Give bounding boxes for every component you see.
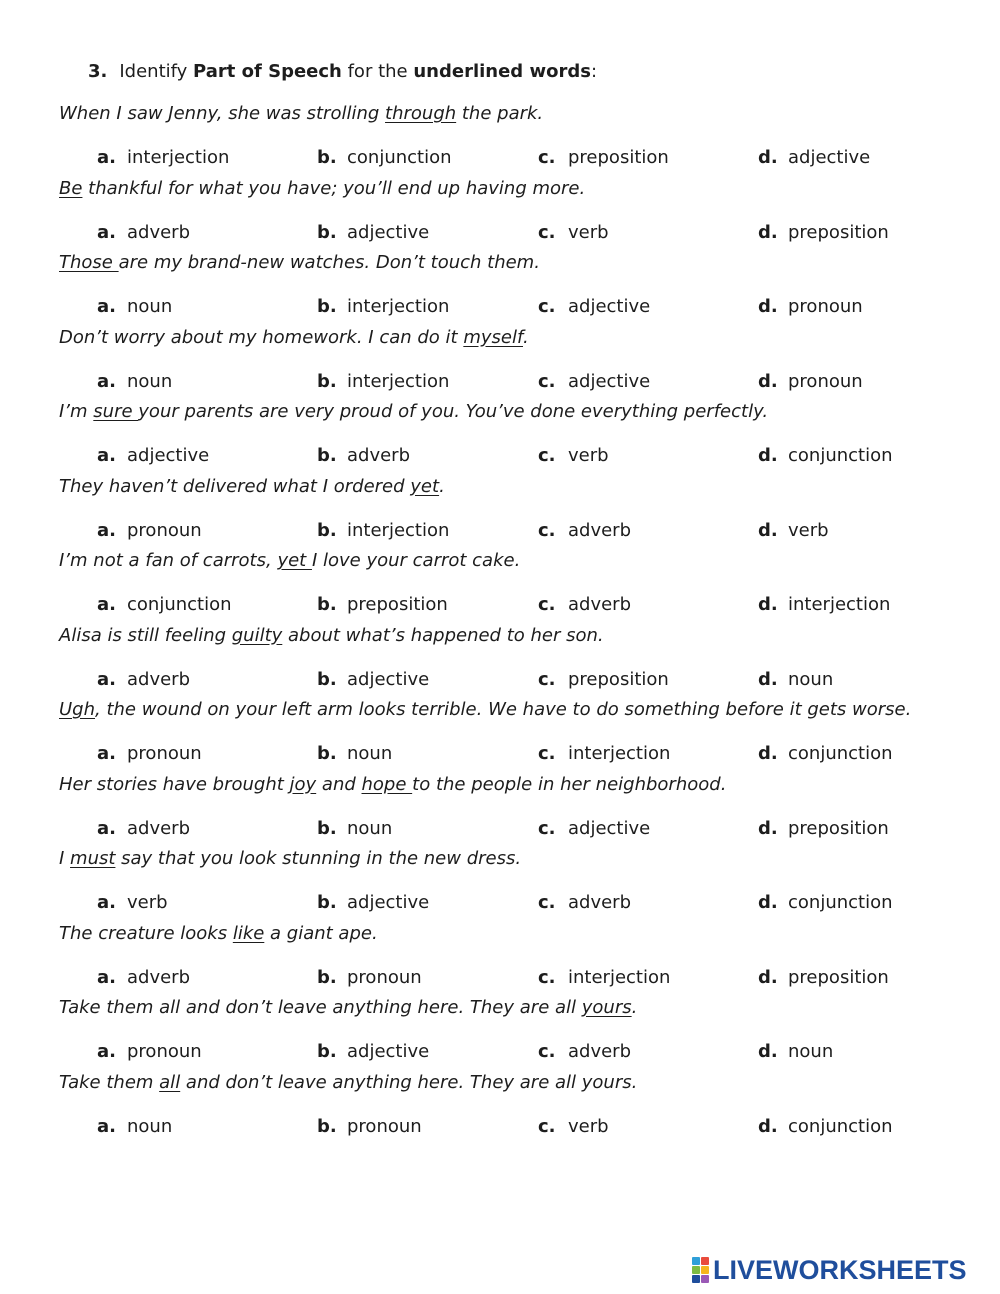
answer-options: [0, 591, 1000, 619]
option-letter: c.: [538, 743, 556, 764]
option-letter: a.: [97, 370, 116, 392]
answer-option-d[interactable]: [758, 1038, 833, 1066]
option-letter: a.: [97, 594, 116, 615]
answer-option-a[interactable]: [97, 1113, 172, 1141]
underlined-word: must: [70, 848, 116, 869]
option-text: conjunction: [127, 594, 232, 615]
option-letter: d.: [758, 221, 778, 243]
exercise-heading: [88, 60, 597, 84]
answer-option-a[interactable]: [97, 964, 190, 992]
option-text: adverb: [127, 817, 191, 839]
option-text: pronoun: [788, 296, 863, 317]
answer-options: [0, 442, 1000, 470]
underlined-word: Ugh: [59, 699, 96, 720]
option-letter: b.: [317, 519, 337, 541]
option-letter: c.: [538, 817, 556, 839]
liveworksheets-logo-icon: [692, 1257, 709, 1283]
option-text: adverb: [568, 594, 632, 615]
option-text: noun: [347, 817, 393, 839]
option-text: adverb: [347, 445, 411, 466]
question-item: [0, 547, 1000, 622]
option-text: noun: [347, 743, 393, 764]
sentence-text: .: [631, 997, 638, 1018]
sentence-text: .: [439, 475, 445, 497]
answer-option-c[interactable]: [538, 368, 650, 396]
option-letter: b.: [317, 892, 337, 913]
answer-option-c[interactable]: [538, 815, 650, 843]
question-item: [0, 324, 1000, 399]
option-text: adjective: [568, 296, 651, 317]
underlined-word: Be: [59, 177, 83, 199]
option-text: verb: [568, 445, 609, 466]
answer-option-a[interactable]: [97, 368, 172, 396]
answer-option-c[interactable]: [538, 219, 609, 247]
option-letter: d.: [758, 296, 778, 317]
underlined-word: Those: [59, 252, 119, 273]
answer-options: [0, 889, 1000, 917]
option-text: adverb: [127, 966, 191, 988]
answer-option-a[interactable]: [97, 144, 229, 172]
question-sentence: [59, 1069, 637, 1097]
option-letter: d.: [758, 668, 778, 690]
option-letter: a.: [97, 519, 116, 541]
sentence-text: a giant ape.: [264, 922, 378, 944]
option-text: preposition: [568, 668, 669, 690]
underlined-word: yet: [277, 550, 312, 571]
answer-option-d[interactable]: [758, 964, 889, 992]
answer-option-b[interactable]: [317, 517, 449, 545]
question-item: [0, 249, 1000, 324]
answer-options: [0, 517, 1000, 545]
heading-text-1: Identify: [119, 61, 194, 82]
sentence-text: the park.: [456, 103, 544, 124]
option-text: preposition: [347, 594, 448, 615]
sentence-text: Her stories have brought: [59, 773, 290, 795]
option-text: noun: [127, 1115, 173, 1137]
answer-options: [0, 293, 1000, 321]
answer-options: [0, 964, 1000, 992]
answer-options: [0, 1038, 1000, 1066]
answer-option-a[interactable]: [97, 1038, 202, 1066]
answer-option-b[interactable]: [317, 144, 452, 172]
question-item: [0, 473, 1000, 548]
underlined-word: yet: [410, 475, 440, 497]
option-letter: d.: [758, 892, 778, 913]
question-sentence: [59, 473, 445, 501]
option-text: conjunction: [347, 147, 452, 168]
answer-option-d[interactable]: [758, 219, 889, 247]
option-text: adjective: [347, 221, 430, 243]
option-letter: b.: [317, 147, 337, 168]
question-list: [0, 100, 1000, 1143]
question-sentence: [59, 771, 726, 799]
option-letter: c.: [538, 370, 556, 392]
question-item: [0, 994, 1000, 1069]
option-letter: b.: [317, 594, 337, 615]
underlined-word: yours: [581, 997, 632, 1018]
question-item: [0, 771, 1000, 846]
answer-option-c[interactable]: [538, 591, 631, 619]
option-letter: a.: [97, 445, 116, 466]
option-text: adjective: [347, 668, 430, 690]
option-text: adjective: [347, 1041, 430, 1062]
answer-option-d[interactable]: [758, 815, 889, 843]
option-text: conjunction: [788, 892, 893, 913]
answer-option-a[interactable]: [97, 889, 168, 917]
underlined-word: sure: [93, 401, 139, 422]
answer-option-d[interactable]: [758, 740, 893, 768]
option-letter: c.: [538, 594, 556, 615]
question-sentence: [59, 622, 604, 650]
question-sentence: [59, 920, 378, 948]
answer-option-c[interactable]: [538, 293, 650, 321]
answer-option-a[interactable]: [97, 442, 209, 470]
heading-bold-2: underlined words: [413, 61, 591, 82]
option-letter: b.: [317, 296, 337, 317]
option-text: adverb: [568, 1041, 632, 1062]
option-text: pronoun: [347, 1115, 422, 1137]
sentence-text: say that you look stunning in the new dress.: [115, 848, 522, 869]
option-text: interjection: [788, 594, 891, 615]
answer-option-c[interactable]: [538, 517, 631, 545]
option-letter: a.: [97, 966, 116, 988]
sentence-text: and: [316, 773, 362, 795]
option-text: pronoun: [347, 966, 422, 988]
answer-options: [0, 815, 1000, 843]
answer-option-d[interactable]: [758, 889, 893, 917]
sentence-text: , the wound on your left arm looks terrible. We have to do something before it gets worse.: [95, 699, 912, 720]
question-item: [0, 175, 1000, 250]
answer-option-b[interactable]: [317, 964, 422, 992]
option-letter: a.: [97, 817, 116, 839]
option-letter: c.: [538, 1041, 556, 1062]
answer-option-c[interactable]: [538, 1113, 609, 1141]
heading-text-2: for the: [341, 61, 414, 82]
sentence-text: are my brand-new watches. Don’t touch them.: [118, 252, 540, 273]
question-item: [0, 622, 1000, 697]
answer-option-b[interactable]: [317, 740, 392, 768]
sentence-text: They haven’t delivered what I ordered: [59, 475, 411, 497]
option-text: adverb: [127, 221, 191, 243]
question-sentence: [59, 845, 521, 873]
answer-option-d[interactable]: [758, 591, 890, 619]
option-letter: c.: [538, 147, 556, 168]
option-text: noun: [788, 1041, 834, 1062]
option-letter: c.: [538, 966, 556, 988]
option-text: pronoun: [127, 1041, 202, 1062]
sentence-text: Alisa is still feeling: [59, 624, 232, 646]
option-letter: a.: [97, 147, 116, 168]
option-letter: d.: [758, 445, 778, 466]
option-letter: b.: [317, 966, 337, 988]
sentence-text: When I saw Jenny, she was strolling: [59, 103, 386, 124]
option-text: noun: [788, 668, 834, 690]
option-letter: d.: [758, 743, 778, 764]
option-letter: a.: [97, 1115, 116, 1137]
question-item: [0, 920, 1000, 995]
option-text: verb: [568, 1115, 609, 1137]
underlined-word: guilty: [231, 624, 283, 646]
question-item: [0, 100, 1000, 175]
heading-bold-1: Part of Speech: [193, 61, 342, 82]
option-letter: b.: [317, 743, 337, 764]
answer-option-c[interactable]: [538, 740, 670, 768]
answer-options: [0, 368, 1000, 396]
sentence-text: I’m: [59, 401, 94, 422]
answer-option-a[interactable]: [97, 740, 202, 768]
answer-options: [0, 144, 1000, 172]
option-letter: b.: [317, 370, 337, 392]
sentence-text: to the people in her neighborhood.: [412, 773, 727, 795]
option-text: adverb: [127, 668, 191, 690]
question-sentence: [59, 994, 637, 1022]
answer-option-b[interactable]: [317, 889, 429, 917]
question-sentence: [59, 100, 543, 128]
option-text: verb: [568, 221, 609, 243]
option-letter: d.: [758, 966, 778, 988]
answer-option-d[interactable]: [758, 666, 833, 694]
answer-options: [0, 666, 1000, 694]
underlined-word: hope: [361, 773, 413, 795]
sentence-text: Don’t worry about my homework. I can do it: [59, 326, 464, 348]
option-text: pronoun: [788, 370, 863, 392]
sentence-text: thankful for what you have; you’ll end up having more.: [82, 177, 586, 199]
sentence-text: your parents are very proud of you. You’ve done everything perfectly.: [138, 401, 769, 422]
answer-option-c[interactable]: [538, 144, 669, 172]
option-text: noun: [127, 296, 173, 317]
answer-option-d[interactable]: [758, 1113, 893, 1141]
underlined-word: all: [159, 1071, 181, 1093]
sentence-text: and don’t leave anything here. They are all yours.: [180, 1071, 638, 1093]
option-letter: d.: [758, 519, 778, 541]
option-text: interjection: [347, 519, 450, 541]
option-text: adverb: [568, 519, 632, 541]
answer-option-b[interactable]: [317, 293, 449, 321]
option-text: adjective: [788, 147, 871, 168]
option-text: verb: [788, 519, 829, 541]
option-text: interjection: [127, 147, 230, 168]
option-letter: b.: [317, 1115, 337, 1137]
option-text: adjective: [568, 370, 651, 392]
option-letter: c.: [538, 668, 556, 690]
option-text: conjunction: [788, 1115, 893, 1137]
answer-option-b[interactable]: [317, 666, 429, 694]
option-letter: b.: [317, 1041, 337, 1062]
option-letter: d.: [758, 147, 778, 168]
answer-option-a[interactable]: [97, 293, 172, 321]
option-text: preposition: [788, 221, 889, 243]
answer-option-c[interactable]: [538, 442, 609, 470]
exercise-number: 3.: [88, 61, 108, 82]
option-text: preposition: [788, 966, 889, 988]
option-letter: a.: [97, 1041, 116, 1062]
option-letter: b.: [317, 817, 337, 839]
logo-wordmark: LIVEWORKSHEETS: [713, 1255, 967, 1285]
answer-option-c[interactable]: [538, 1038, 631, 1066]
sentence-text: I love your carrot cake.: [311, 550, 521, 571]
answer-option-c[interactable]: [538, 666, 669, 694]
sentence-text: I’m not a fan of carrots,: [59, 550, 278, 571]
option-text: interjection: [568, 743, 671, 764]
question-item: [0, 845, 1000, 920]
answer-option-b[interactable]: [317, 442, 410, 470]
option-letter: c.: [538, 221, 556, 243]
option-text: pronoun: [127, 519, 202, 541]
answer-option-b[interactable]: [317, 368, 449, 396]
option-text: interjection: [568, 966, 671, 988]
question-sentence: [59, 398, 768, 426]
option-letter: a.: [97, 743, 116, 764]
option-text: pronoun: [127, 743, 202, 764]
option-text: adjective: [347, 892, 430, 913]
option-text: interjection: [347, 296, 450, 317]
sentence-text: The creature looks: [59, 922, 233, 944]
option-letter: d.: [758, 1115, 778, 1137]
answer-option-d[interactable]: [758, 442, 893, 470]
question-sentence: [59, 249, 540, 277]
answer-option-a[interactable]: [97, 591, 232, 619]
sentence-text: Take them: [59, 1071, 160, 1093]
answer-option-b[interactable]: [317, 815, 392, 843]
option-text: verb: [127, 892, 168, 913]
answer-option-b[interactable]: [317, 1113, 422, 1141]
question-sentence: [59, 696, 911, 724]
option-text: interjection: [347, 370, 450, 392]
option-letter: d.: [758, 594, 778, 615]
sentence-text: about what’s happened to her son.: [282, 624, 604, 646]
option-letter: c.: [538, 1115, 556, 1137]
underlined-word: joy: [289, 773, 317, 795]
answer-option-b[interactable]: [317, 219, 429, 247]
option-letter: d.: [758, 1041, 778, 1062]
option-letter: a.: [97, 668, 116, 690]
question-item: [0, 1069, 1000, 1144]
option-letter: d.: [758, 817, 778, 839]
heading-text-3: :: [590, 61, 598, 82]
option-text: noun: [127, 370, 173, 392]
answer-option-a[interactable]: [97, 666, 190, 694]
question-item: [0, 398, 1000, 473]
liveworksheets-logo: [692, 1255, 967, 1285]
answer-option-d[interactable]: [758, 368, 863, 396]
option-letter: a.: [97, 892, 116, 913]
underlined-word: like: [232, 922, 265, 944]
option-letter: c.: [538, 445, 556, 466]
answer-option-c[interactable]: [538, 889, 631, 917]
option-letter: b.: [317, 221, 337, 243]
option-text: preposition: [568, 147, 669, 168]
question-sentence: [59, 324, 529, 352]
option-text: conjunction: [788, 743, 893, 764]
question-sentence: [59, 547, 520, 575]
option-letter: a.: [97, 296, 116, 317]
option-text: conjunction: [788, 445, 893, 466]
question-sentence: [59, 175, 585, 203]
option-text: adverb: [568, 892, 632, 913]
answer-option-b[interactable]: [317, 1038, 429, 1066]
answer-option-d[interactable]: [758, 293, 863, 321]
question-item: [0, 696, 1000, 771]
answer-option-a[interactable]: [97, 517, 202, 545]
option-letter: d.: [758, 370, 778, 392]
option-letter: c.: [538, 519, 556, 541]
sentence-text: .: [523, 326, 529, 348]
option-text: preposition: [788, 817, 889, 839]
option-text: adjective: [127, 445, 210, 466]
option-letter: c.: [538, 296, 556, 317]
option-letter: b.: [317, 668, 337, 690]
answer-option-c[interactable]: [538, 964, 670, 992]
underlined-word: through: [385, 103, 457, 124]
answer-options: [0, 740, 1000, 768]
answer-option-d[interactable]: [758, 517, 829, 545]
sentence-text: I: [59, 848, 71, 869]
option-letter: c.: [538, 892, 556, 913]
sentence-text: Take them all and don’t leave anything here. They are all: [59, 997, 582, 1018]
option-letter: b.: [317, 445, 337, 466]
option-text: adjective: [568, 817, 651, 839]
option-letter: a.: [97, 221, 116, 243]
answer-options: [0, 219, 1000, 247]
answer-option-b[interactable]: [317, 591, 448, 619]
answer-option-d[interactable]: [758, 144, 870, 172]
answer-options: [0, 1113, 1000, 1141]
underlined-word: myself: [463, 326, 523, 348]
answer-option-a[interactable]: [97, 815, 190, 843]
answer-option-a[interactable]: [97, 219, 190, 247]
